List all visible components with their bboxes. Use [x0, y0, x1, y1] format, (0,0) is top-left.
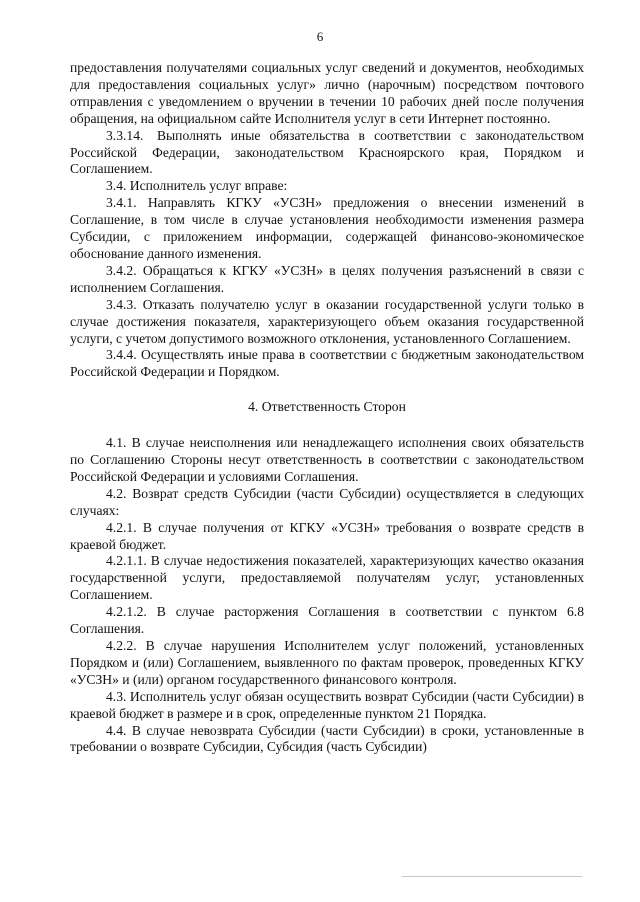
paragraph-cont: предоставления получателями социальных услуг сведений и документов, необходимых для предоставления социальных услуг» лично (нарочным) посредством почтового отправления с уведомлением о вручении в течении 10 рабочих дней после получения обращения, на официальном сайте Исполнителя услуг в сети Интернет постоянно.	[70, 60, 584, 126]
paragraph-4-1: 4.1. В случае неисполнения или ненадлежащего исполнения своих обязательств по Соглашению Стороны несут ответственность в соответствии с законодательством Российской Федерации и условиями Соглашения.	[70, 435, 584, 484]
paragraphs-bottom	[70, 435, 584, 756]
paragraph-3-3-14: 3.3.14. Выполнять иные обязательства в соответствии с законодательством Российской Федерации, законодательством Красноярского края, Порядком и Соглашением.	[70, 127, 584, 177]
scan-artifact-line	[402, 876, 582, 877]
paragraph-3-4-2: 3.4.2. Обращаться к КГКУ «УСЗН» в целях получения разъяснений в связи с исполнением Соглашения.	[70, 262, 584, 295]
paragraph-4-2: 4.2. Возврат средств Субсидии (части Субсидии) осуществляется в следующих случаях:	[70, 485, 584, 518]
paragraph-4-2-1: 4.2.1. В случае получения от КГКУ «УСЗН» требования о возврате средств в краевой бюджет.	[70, 519, 584, 552]
paragraphs-top	[70, 60, 584, 381]
paragraph-4-4: 4.4. В случае невозврата Субсидии (части Субсидии) в сроки, установленные в требовании о возврате Субсидии, Субсидия (часть Субсидии)	[70, 722, 584, 755]
paragraph-3-4-4: 3.4.4. Осуществлять иные права в соответствии с бюджетным законодательством Российской Федерации и Порядком.	[70, 347, 584, 380]
paragraph-4-2-2: 4.2.2. В случае нарушения Исполнителем услуг положений, установленных Порядком и (или) Соглашением, выявленного по фактам проверок, проведенных КГКУ «УСЗН» и (или) органом государственного финансового контроля.	[70, 638, 584, 687]
paragraph-3-4-1: 3.4.1. Направлять КГКУ «УСЗН» предложения о внесении изменений в Соглашение, в том числе в случае установления необходимости изменения размера Субсидии, с приложением информации, содержащей финансово-экономическое обоснование данного изменения.	[70, 195, 584, 261]
paragraph-4-2-1-1: 4.2.1.1. В случае недостижения показателей, характеризующих качество оказания государственной услуги, предоставляемой получателям услуг, установленных Соглашением.	[70, 553, 584, 603]
paragraph-4-3: 4.3. Исполнитель услуг обязан осуществить возврат Субсидии (части Субсидии) в краевой бюджет в размере и в срок, определенные пунктом 21 Порядка.	[70, 688, 584, 721]
paragraph-4-2-1-2: 4.2.1.2. В случае расторжения Соглашения в соответствии с пунктом 6.8 Соглашения.	[70, 604, 584, 637]
page-number: 6	[316, 29, 324, 44]
document-body	[70, 60, 584, 756]
paragraph-3-4: 3.4. Исполнитель услуг вправе:	[106, 178, 288, 194]
section-heading: 4. Ответственность Сторон	[248, 399, 406, 415]
paragraph-3-4-3: 3.4.3. Отказать получателю услуг в оказании государственной услуги только в случае достижения показателя, характеризующего объем оказания государственной услуги, с учетом допустимого возможного отклонения, установленного Соглашением.	[70, 296, 584, 346]
